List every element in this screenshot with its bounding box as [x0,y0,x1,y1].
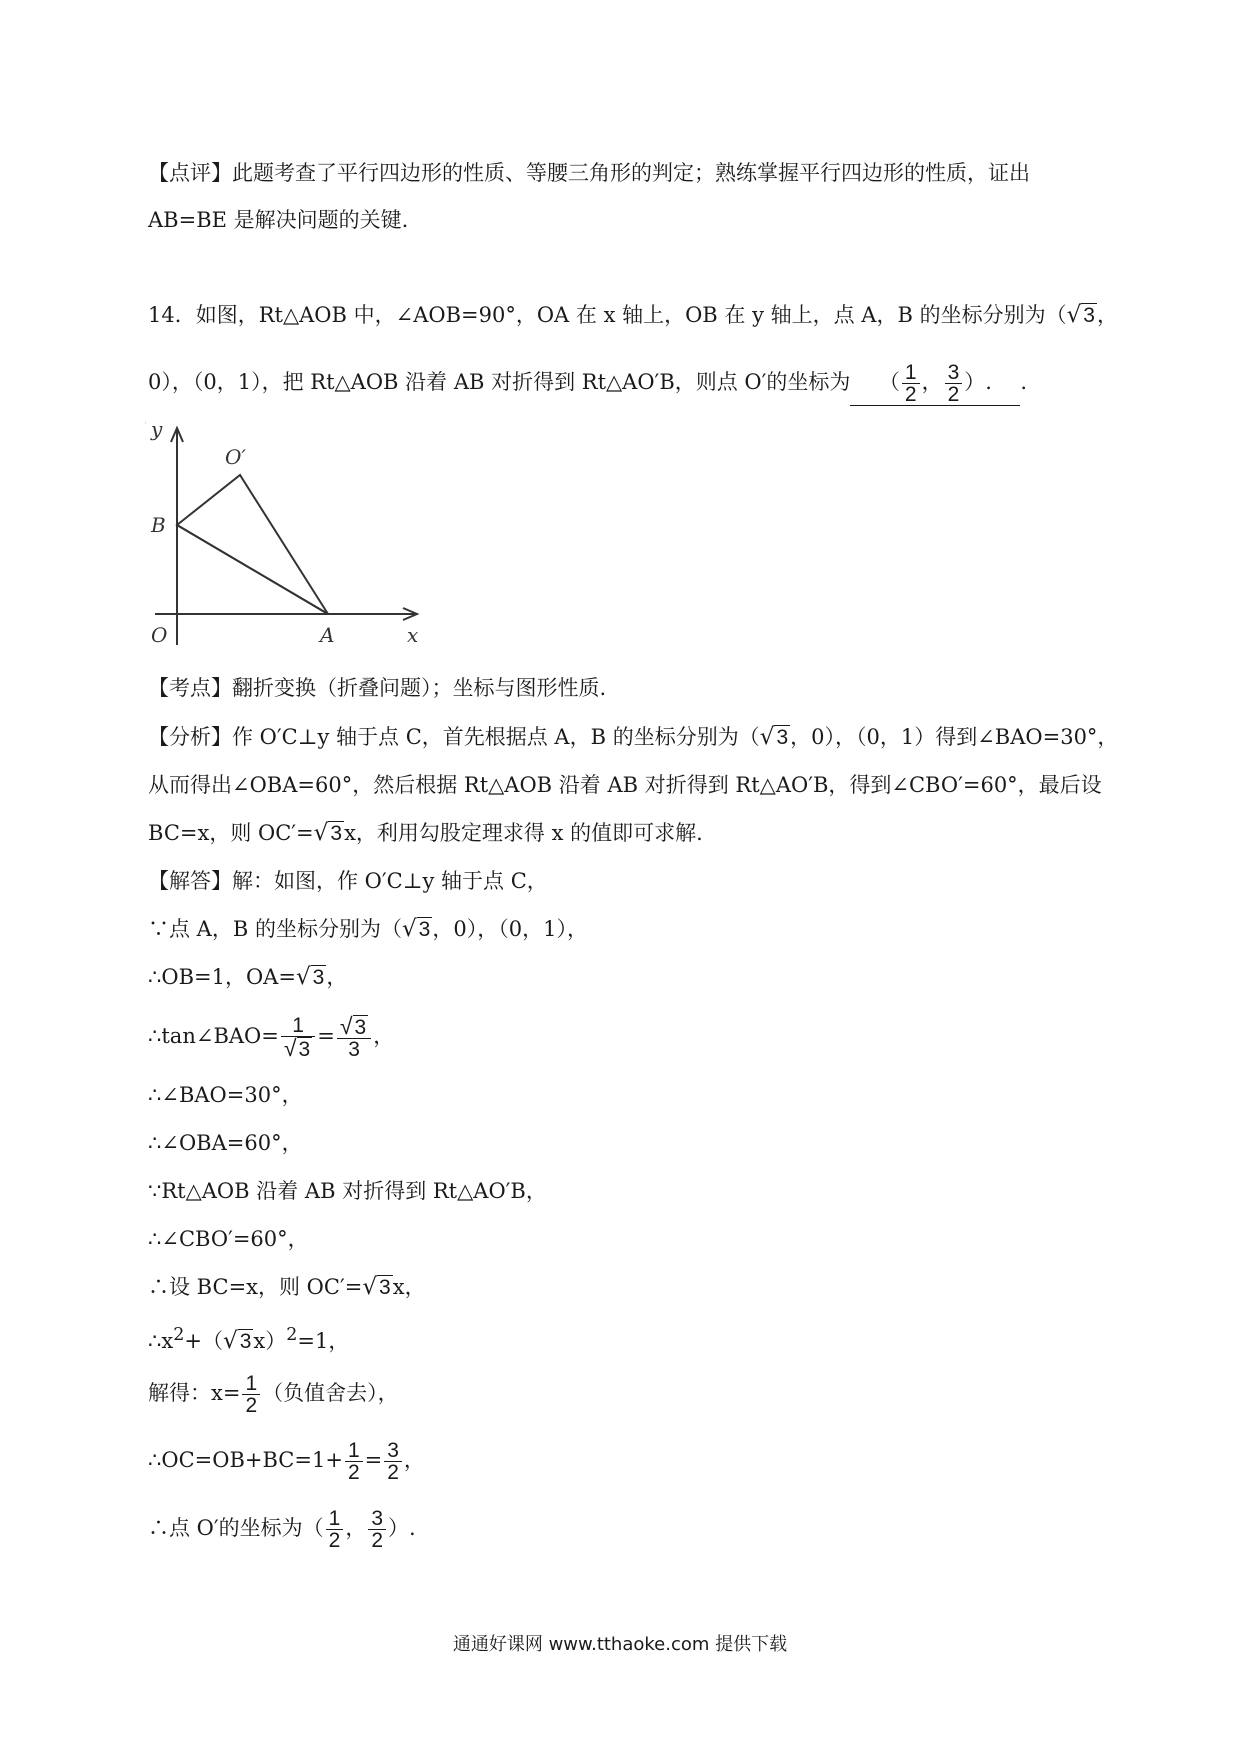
question-line-2: 0），（0，1），把 Rt△AOB 沿着 AB 对折得到 Rt△AO′B，则点 O′的坐标为 （ $\frac{1}{2}$ ， $\frac{3}{2}$ ）. . [148,361,1028,406]
kaodian-line: 【考点】翻折变换（折叠问题）；坐标与图形性质. [148,676,607,700]
fraction-3-2: $\frac{3}{2}$ [945,362,963,405]
label-y: y [151,420,163,441]
step-1: ∵点 A，B 的坐标分别为（√3，0），（0，1）， [148,914,588,945]
geometry-figure [145,420,425,650]
sqrt-3: √3 [295,964,325,990]
fraction-1-sqrt3: $\frac{1}{√3}$ [281,1015,315,1060]
triangle-AOprimeB [177,475,328,614]
label-Oprime: O′ [225,445,246,469]
fenxi-line-1: 【分析】作 O′C⊥y 轴于点 C，首先根据点 A，B 的坐标分别为（√3，0），（0，1）得到∠BAO=30°， [148,722,1118,753]
step-6: ∵Rt△AOB 沿着 AB 对折得到 Rt△AO′B， [148,1179,547,1203]
step-4: ∴∠BAO=30°， [148,1083,303,1107]
fenxi-line-3: BC=x，则 OC′=√3x，利用勾股定理求得 x 的值即可求解. [148,818,703,849]
step-9: $\therefore x^2+(√3x)^2=1$， [148,1320,349,1357]
fraction-1-2: $\frac{1}{2}$ [345,1440,363,1483]
answer-blank: （ $\frac{1}{2}$ ， $\frac{3}{2}$ ）. [850,362,1020,406]
sqrt-3: √3 [313,820,343,846]
sqrt-3: √3 [362,1274,391,1300]
label-A: A [320,623,335,647]
fraction-3-2: $\frac{3}{2}$ [384,1440,402,1483]
step-11: ∴OC=OB+BC=1+ $\frac{1}{2}$ = $\frac{3}{2}$ ， [148,1439,425,1484]
step-10: 解得：x= $\frac{1}{2}$ （负值舍去）， [148,1372,399,1417]
step-2: ∴OB=1，OA=√3， [148,962,347,993]
sqrt-3: √3 [759,724,789,750]
step-3: ∴tan∠BAO= $\frac{1}{√3}$ = $\frac{√3}{3}$ ， [148,1013,395,1062]
question-line-1: 14．如图，Rt△AOB 中，∠AOB=90°，OA 在 x 轴上，OB 在 y 轴上，点 A，B 的坐标分别为（√3， [148,300,1118,331]
fraction-1-2: $\frac{1}{2}$ [242,1373,260,1416]
sqrt-3: √3 [1066,302,1095,328]
fraction-1-2: $\frac{1}{2}$ [902,362,920,405]
step-12: ∴点 O′的坐标为（ $\frac{1}{2}$ ， $\frac{3}{2}$ ）. [148,1507,416,1552]
fenxi-line-2: 从而得出∠OBA=60°，然后根据 Rt△AOB 沿着 AB 对折得到 Rt△AO′B，得到∠CBO′=60°，最后设 [148,773,1102,797]
label-O: O [151,623,168,647]
sqrt-3: √3 [222,1328,252,1354]
step-8: ∴设 BC=x，则 OC′=√3x， [148,1272,426,1303]
review-line-2: AB=BE 是解决问题的关键. [148,208,409,232]
jieda-line: 【解答】解：如图，作 O′C⊥y 轴于点 C， [148,869,548,893]
sqrt-3: √3 [401,916,431,942]
fraction-sqrt3-3: $\frac{√3}{3}$ [337,1015,371,1060]
fraction-3-2: $\frac{3}{2}$ [368,1508,386,1551]
label-x: x [407,623,419,647]
step-5: ∴∠OBA=60°， [148,1131,303,1155]
review-line-1: 【点评】此题考查了平行四边形的性质、等腰三角形的判定；熟练掌握平行四边形的性质，证出 [148,161,1030,185]
fraction-1-2: $\frac{1}{2}$ [326,1508,344,1551]
label-B: B [151,513,166,537]
step-7: ∴∠CBO′=60°， [148,1227,309,1251]
footer-text: 通通好课网 www.tthaoke.com 提供下载 [452,1634,788,1655]
segment-AB [177,525,328,614]
